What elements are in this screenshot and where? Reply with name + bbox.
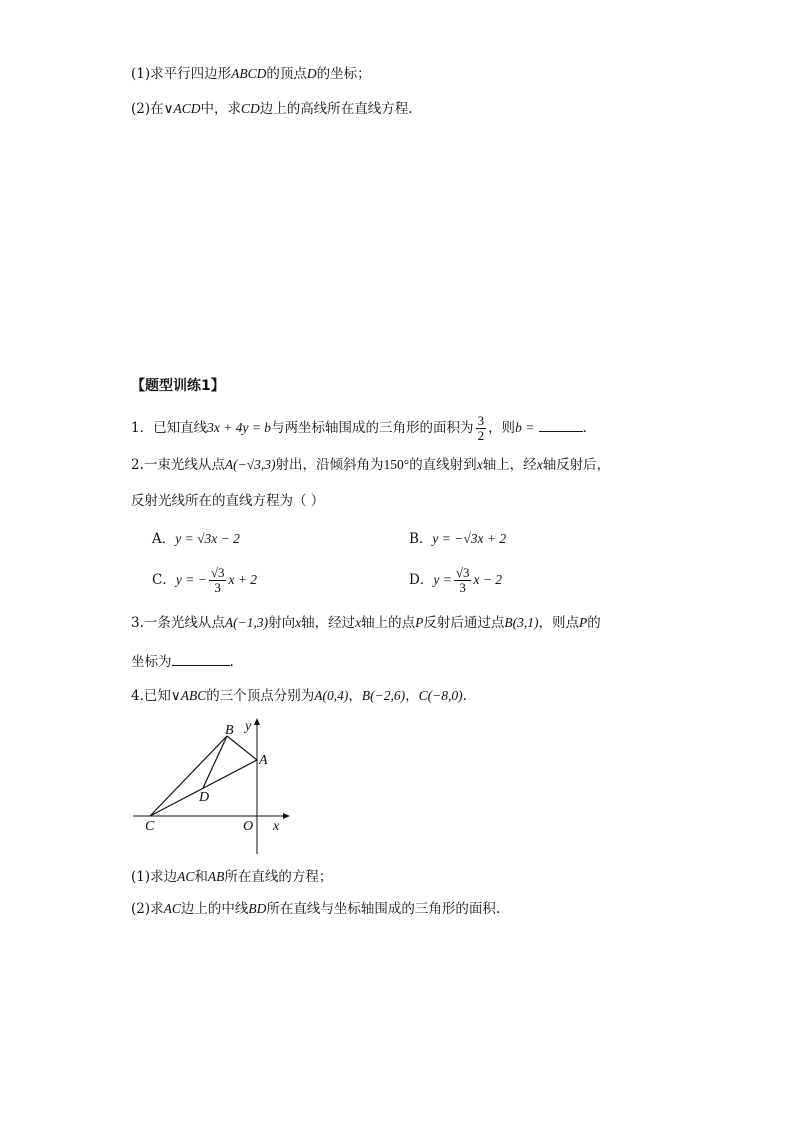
q4-part2-mid: 边上的中线 — [180, 901, 249, 917]
prev-part2 — [131, 99, 413, 119]
q2-option-d-num: √3 — [455, 565, 470, 580]
question-4 — [131, 686, 467, 706]
q2-option-d-pre: y = — [433, 572, 452, 587]
q4-sep2: ， — [405, 688, 419, 704]
q2-option-c-num: √3 — [210, 565, 225, 580]
var-abcd: ABCD — [231, 66, 267, 81]
q4-part2 — [131, 899, 500, 919]
q1-text2: ，则 — [488, 420, 516, 436]
label-x: x — [273, 819, 280, 834]
q2-text-e: 轴反射后， — [542, 457, 611, 473]
section-heading: 【题型训练1】 — [131, 378, 225, 394]
q1-answer-blank[interactable] — [539, 417, 583, 432]
q3-text-a: 3.一条光线从点 — [131, 615, 225, 631]
prev-part1 — [131, 64, 371, 84]
q1-end: . — [582, 420, 587, 436]
q3-text-e: 反射后通过点 — [423, 615, 505, 631]
label-y: y — [245, 719, 252, 734]
label-o: O — [243, 819, 254, 834]
median-bd — [203, 736, 227, 788]
q3-p1: P — [415, 615, 424, 630]
q4-part2-pre: (2)求 — [131, 901, 164, 917]
triangle-acd: ∨ACD — [163, 101, 201, 116]
question-1 — [131, 414, 587, 443]
x-axis-arrow — [283, 813, 290, 819]
q4-sep1: ， — [348, 688, 362, 704]
q2-option-c-post: x + 2 — [228, 572, 258, 587]
q1-fraction — [476, 414, 487, 443]
q1-equation: 3x + 4y = b — [207, 420, 272, 435]
q4-part1-ac: AC — [177, 869, 195, 884]
q4-part1-pre: (1)求边 — [131, 869, 178, 885]
q4-part2-suf: 所在直线与坐标轴围成的三角形的面积. — [266, 901, 501, 917]
q4-part1-ab: AB — [207, 869, 225, 884]
prev-part2-suffix: 边上的高线所在直线方程. — [259, 101, 413, 117]
q2-option-a-label: A． — [152, 531, 176, 547]
q3-text-d: 轴上的点 — [361, 615, 416, 631]
q2-option-d-post: x − 2 — [473, 572, 503, 587]
q2-option-a-expr: y = √3x − 2 — [175, 531, 240, 546]
prev-part1-prefix: (1)求平行四边形 — [131, 66, 232, 82]
q3-point-b: B(3,1) — [504, 615, 539, 630]
q4-part1-suf: 所在直线的方程； — [224, 869, 333, 885]
q3-line2-text: 坐标为 — [131, 654, 172, 670]
q3-x2: x — [355, 615, 362, 630]
q1-num: 1．已知直线 — [131, 420, 208, 436]
q4-part2-bd: BD — [248, 901, 267, 916]
label-b: B — [225, 723, 234, 738]
question-3-line2 — [131, 651, 234, 672]
label-c: C — [145, 819, 155, 834]
q3-text-c: 轴，经过 — [301, 615, 356, 631]
q2-option-b[interactable] — [409, 529, 506, 549]
q2-option-c-frac — [209, 566, 227, 595]
q3-end: . — [229, 654, 234, 670]
prev-part2-mid: 中，求 — [200, 101, 242, 117]
q2-option-d-frac — [454, 566, 472, 595]
q1-text1: 与两坐标轴围成的三角形的面积为 — [271, 420, 474, 436]
triangle-abc: ∨ABC — [170, 688, 207, 703]
q2-angle: 150° — [383, 457, 410, 472]
q2-x1: x — [476, 457, 483, 472]
q2-option-a[interactable] — [152, 529, 240, 549]
q1-frac-den: 2 — [477, 428, 485, 443]
question-2-line2: 反射光线所在的直线方程为（ ） — [131, 493, 325, 509]
q2-option-c[interactable] — [152, 566, 257, 595]
prev-part2-prefix: (2)在 — [131, 101, 164, 117]
q3-text-g: 的 — [587, 615, 601, 631]
q2-option-b-expr: y = −√3x + 2 — [432, 531, 507, 546]
q4-part1 — [131, 867, 332, 887]
q2-option-c-den: 3 — [214, 580, 221, 595]
q3-x1: x — [295, 615, 302, 630]
q2-option-c-pre: y = − — [175, 572, 207, 587]
q2-option-d-den: 3 — [459, 580, 466, 595]
q4-end: . — [462, 688, 467, 704]
side-cb — [150, 736, 227, 816]
q2-text-b: 射出，沿倾斜角为 — [275, 457, 384, 473]
var-cd: CD — [241, 101, 260, 116]
prev-part1-suffix: 的坐标； — [316, 66, 371, 82]
q4-text-b: 的三个顶点分别为 — [206, 688, 315, 704]
question-2-line1 — [131, 455, 610, 475]
q2-option-b-label: B． — [409, 531, 433, 547]
y-axis-arrow — [254, 718, 260, 725]
q2-text-d: 轴上，经 — [482, 457, 537, 473]
var-d: D — [306, 66, 317, 81]
prev-part1-mid: 的顶点 — [266, 66, 307, 82]
q2-option-d-label: D． — [409, 572, 434, 588]
q2-point-a: A(−√3,3) — [224, 457, 276, 472]
q2-text-a: 2.一束光线从点 — [131, 457, 225, 473]
label-d: D — [199, 790, 210, 805]
question-3-line1 — [131, 613, 601, 633]
label-a: A — [259, 753, 268, 768]
q4-text-a: 4.已知 — [131, 688, 171, 704]
q1-var-b: b = — [515, 420, 535, 435]
q3-p2: P — [579, 615, 588, 630]
q4-point-a: A(0,4) — [314, 688, 349, 703]
q4-point-c: C(−8,0) — [418, 688, 463, 703]
q4-part1-mid: 和 — [194, 869, 208, 885]
triangle-figure — [125, 712, 295, 857]
q3-text-b: 射向 — [268, 615, 296, 631]
q2-x2: x — [536, 457, 543, 472]
q4-point-b: B(−2,6) — [361, 688, 406, 703]
side-ba — [227, 736, 257, 760]
q3-point-a: A(−1,3) — [224, 615, 269, 630]
q4-part2-ac: AC — [163, 901, 181, 916]
q2-option-c-label: C． — [152, 572, 176, 588]
q2-option-d[interactable] — [409, 566, 502, 595]
q1-frac-num: 3 — [477, 413, 485, 428]
q3-answer-blank[interactable] — [172, 651, 230, 666]
q3-text-f: ，则点 — [538, 615, 579, 631]
q2-text-c: 的直线射到 — [409, 457, 477, 473]
